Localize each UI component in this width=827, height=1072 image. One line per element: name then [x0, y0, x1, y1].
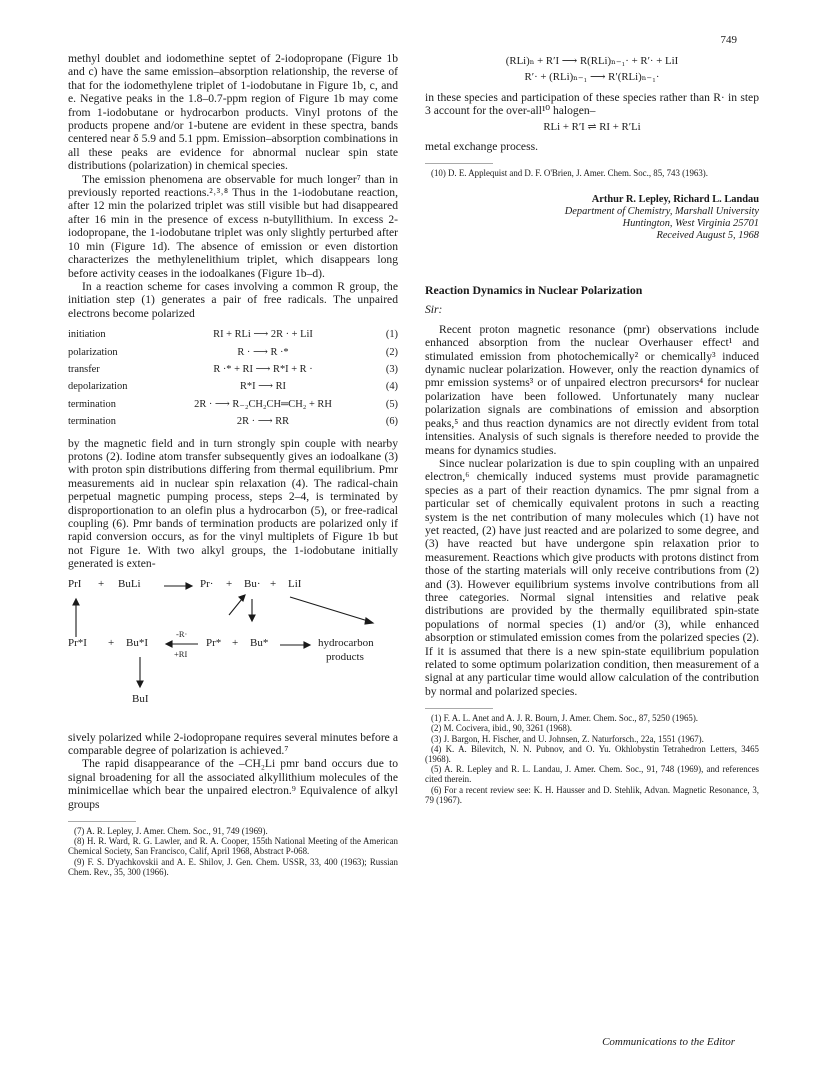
- right-paragraph-1: in these species and participation of these species rather than R· in step 3 account for the over-all¹⁰ halogen–: [425, 90, 759, 118]
- equation-number: (2): [385, 346, 398, 358]
- scheme-species: LiI: [288, 577, 302, 590]
- footnote: (4) K. A. Bilevitch, N. N. Pubnov, and O. Yu. Okhlobystin Tetrahedron Letters, 3465 (1968).: [425, 743, 759, 765]
- right-paragraph-3: Recent proton magnetic resonance (pmr) observations include enhanced absorption from the nuclear Overhauser effect¹ and stimulated emission from photochemically² or chemically³ induced dynamic nuclear polarization. However, only the reaction dynamics of pmr emission systems³ or of unpaired electron precursors⁴ for nuclear polarization have been followed. Unfortunately many nuclear polarization signals are combinations of emission and absorption peaks,⁵ and thus reaction dynamics are not directly evident from total intensities. Analysis of such signals is therefore needed to provide the means for dynamics studies.: [425, 322, 759, 457]
- affiliation-line: Department of Chemistry, Marshall University: [564, 206, 759, 218]
- right-footnote-10: [425, 168, 759, 178]
- footnote: (3) J. Bargon, H. Fischer, and U. Johnsen, Z. Naturforsch., 22a, 1551 (1967).: [431, 733, 704, 744]
- equation: RI + RLi ⟶ 2R · + LiI: [213, 329, 313, 341]
- page-number: 749: [720, 34, 737, 46]
- scheme-species: Pr·: [200, 577, 214, 590]
- equation-number: (5): [385, 398, 398, 410]
- equation-row: [68, 378, 398, 395]
- scheme-species: hydrocarbon: [318, 636, 374, 649]
- journal-section-tag: Communications to the Editor: [602, 1036, 735, 1048]
- footnote: (1) F. A. L. Anet and A. J. R. Bourn, J. Amer. Chem. Soc., 87, 5250 (1965).: [431, 713, 699, 724]
- scheme-species: Bu*I: [126, 636, 148, 649]
- scheme-plus: +: [226, 577, 233, 590]
- left-paragraph-2: The emission phenomena are observable for much longer⁷ than in previously reported reactions.²˒³˒⁸ Thus in the 1-iodobutane reaction, after 12 min the polarized triplet was still visible but had disappeared after 16 min in the presence of excess n-butyllithium. In excess 2-iodopropane, the 1-iodobutane triplet was only slightly perturbed after 10 min (Figure 1d). The absence of emission or even distortion characterizes the methylenelithium triplet, which disappears long before activity ceases in the iodoalkanes (Figure 1b–d).: [68, 172, 398, 280]
- equation-row: [68, 361, 398, 378]
- equation: 2R · ⟶ RR: [236, 416, 290, 428]
- scheme-species: PrI: [68, 577, 82, 590]
- footnote: (6) For a recent review see: K. H. Hausser and D. Stehlik, Advan. Magnetic Resonance, 3, 79 (1967).: [425, 784, 759, 805]
- equation-row: [68, 396, 398, 413]
- equation-row: [68, 344, 398, 361]
- equation-number: (3): [385, 363, 398, 375]
- affiliation-line: Huntington, West Virginia 25701: [622, 218, 759, 230]
- equation: 2R · ⟶ R₋₂CH₂CH═CH₂ + RH: [194, 398, 332, 410]
- equation-label: transfer: [68, 363, 100, 375]
- equation-label: termination: [68, 398, 116, 410]
- salutation: Sir:: [425, 303, 443, 317]
- scheme-species: Pr*: [206, 636, 222, 649]
- scheme-plus: +: [98, 577, 105, 590]
- equation: R′· + (RLi)ₙ₋₁ ⟶ R′(RLi)ₙ₋₁·: [524, 71, 660, 84]
- scheme-plus: +: [232, 636, 239, 649]
- equation: RLi + R′I ⇌ RI + R′Li: [543, 120, 641, 133]
- equation-label: polarization: [68, 346, 118, 358]
- footnote: (5) A. R. Lepley and R. L. Landau, J. Amer. Chem. Soc., 91, 748 (1969), and references cited therein.: [425, 764, 759, 785]
- received-date: Received August 5, 1968: [656, 230, 759, 242]
- equation-label: initiation: [68, 329, 106, 341]
- left-column: [68, 52, 398, 877]
- scheme-species: Pr*I: [68, 636, 87, 649]
- equation-label: depolarization: [68, 381, 128, 393]
- scheme-arrow-label: +RI: [174, 648, 188, 659]
- affiliation: [425, 206, 759, 242]
- equation-number: (6): [385, 416, 398, 428]
- equation-number: (1): [385, 329, 398, 341]
- left-paragraph-1: methyl doublet and iodomethine septet of 2-iodopropane (Figure 1b and c) have the same emission–absorption relationship, the reverse of that for the iodomethylene triplet of 1-iodobutane in Figure 1b, c, and e. Negative peaks in the 1.8–0.7-ppm region of Figure 1b may come from 1-iodobutane or hydrocarbon products. Vinyl protons of the products propene and/or 1-butene are evident in these spectra, bands centered near δ 5.9 and 5.1 ppm. Emission–absorption combinations in all these peaks are evidence for abnormal nuclear spin state distributions (polarization) in chemical species.: [68, 52, 398, 173]
- polarization-scheme: [68, 575, 398, 727]
- footnote-rule: [425, 708, 493, 709]
- scheme-species: Bu·: [244, 577, 261, 590]
- right-paragraph-4: Since nuclear polarization is due to spin coupling with an unpaired electron,⁶ chemically induced systems must provide paramagnetic species as a part of their reaction dynamics. The pmr signal from a particular set of chemically equivalent protons in such a reacting system is the net contribution of many molecules which (1) have not yet reacted, (2) have just reacted and are polarized to some degree, and (3) have reacted but have undergone spin relaxation prior to measurement. Reactions which give products with protons distinct from those of the starting materials will only receive contributions from (2) and (3). However equilibrium systems involve contributions from all three categories. Normal signal intensities and relative peak distributions are provided by the thermally equilibrated spin-state populations of normal species (1) and/or (3), while enhanced absorption or stimulated emission comes from the polarized species (2). If it is assumed that there is a new spin-state equilibrium population related to some optimum polarization condition, then measurement of a signal at any particular time would allow calculation of the contribution by normal and polarized species.: [425, 456, 759, 698]
- footnote-rule: [425, 163, 493, 164]
- equation: (RLi)ₙ + R′I ⟶ R(RLi)ₙ₋₁· + R′· + LiI: [505, 55, 679, 67]
- article-title: Reaction Dynamics in Nuclear Polarization: [425, 283, 643, 298]
- scheme-arrow-label: -R·: [176, 628, 188, 639]
- equation: R*I ⟶ RI: [239, 381, 287, 393]
- scheme-species: products: [326, 650, 364, 663]
- left-footnotes: [68, 826, 398, 877]
- right-footnotes: [425, 713, 759, 805]
- left-paragraph-5: sively polarized while 2-iodopropane requires several minutes before a comparable degree of polarization is achieved.⁷: [68, 730, 398, 758]
- footnote: (7) A. R. Lepley, J. Amer. Chem. Soc., 91, 749 (1969).: [74, 826, 268, 837]
- footnote: (9) F. S. D'yachkovskii and A. E. Shilov, J. Gen. Chem. USSR, 33, 400 (1963); Russian Chem. Rev., 35, 300 (1966).: [68, 856, 398, 877]
- equation-row: [68, 413, 398, 430]
- scheme-species: Bu*: [250, 636, 269, 649]
- left-paragraph-4: by the magnetic field and in turn strongly spin couple with nearby protons (2). Iodine atom transfer subsequently gives an iodoalkane (3) with proton spin distributions differing from thermal equilibrium. Pmr measurements aid in nuclear spin relaxation (4). The radical-chain perpetual magnetic pumping process, steps 2–4, is terminated by disproportionation to an olefin plus a hydrocarbon (5), or free-radical coupling (6). Pmr bands of termination products are polarized only if rapid conversion occurs, as for the vinyl multiplets of Figure 1b but not Figure 1e. With two alkyl groups, the 1-iodobutane initially generated is exten-: [68, 436, 398, 571]
- right-paragraph-2: metal exchange process.: [425, 140, 538, 154]
- footnote: (2) M. Cocivera, ibid., 90, 3261 (1968).: [431, 723, 572, 734]
- equation-row: [68, 326, 398, 343]
- equation-number: (4): [385, 381, 398, 393]
- footnote: (10) D. E. Applequist and D. F. O'Brien, J. Amer. Chem. Soc., 85, 743 (1963).: [431, 168, 708, 179]
- reaction-scheme-equations: [68, 326, 398, 430]
- scheme-plus: +: [270, 577, 277, 590]
- footnote-rule: [68, 821, 136, 822]
- scheme-species: BuLi: [118, 577, 141, 590]
- scheme-species: BuI: [132, 692, 149, 705]
- equation: R · ⟶ R ·*: [237, 346, 289, 358]
- left-paragraph-6: The rapid disappearance of the –CH₂Li pmr band occurs due to signal broadening for all the associated alkyllithium molecules of the minimicellae which bear the unpaired electron.⁹ Equivalence of alkyl groups: [68, 757, 398, 811]
- equation-label: termination: [68, 416, 116, 428]
- right-column: [425, 52, 759, 805]
- author-names: Arthur R. Lepley, Richard L. Landau: [591, 193, 759, 205]
- left-paragraph-3: In a reaction scheme for cases involving a common R group, the initiation step (1) generates a pair of free radicals. The unpaired electrons become polarized: [68, 279, 398, 320]
- scheme-plus: +: [108, 636, 115, 649]
- footnote: (8) H. R. Ward, R. G. Lawler, and R. A. Cooper, 155th National Meeting of the American Chemical Society, San Francisco, Calif, April 1968, Abstract P-068.: [68, 836, 398, 857]
- equation: R ·* + RI ⟶ R*I + R ·: [213, 363, 313, 375]
